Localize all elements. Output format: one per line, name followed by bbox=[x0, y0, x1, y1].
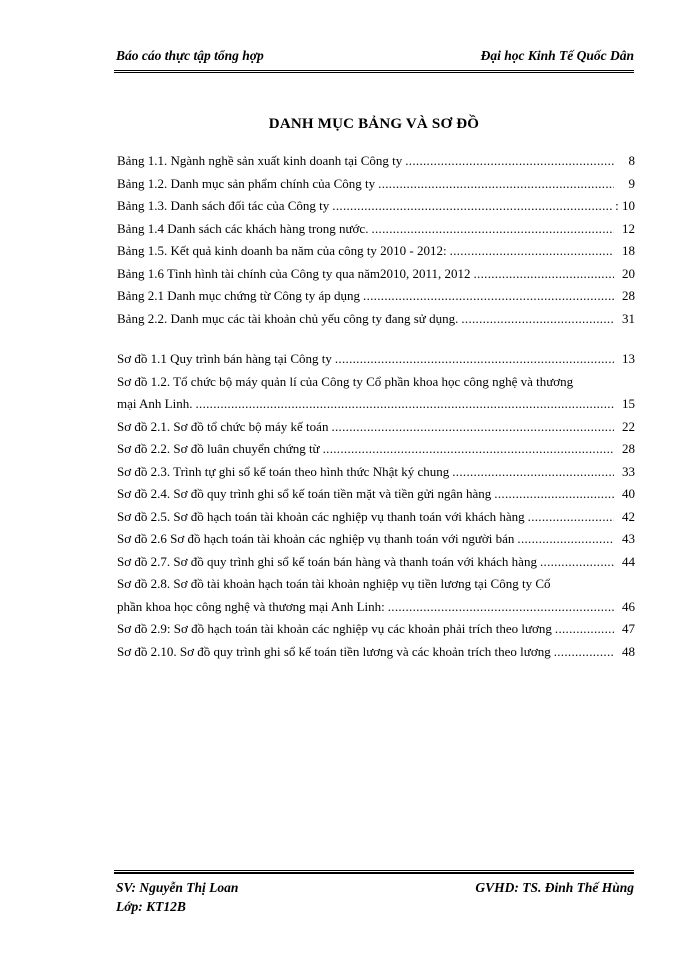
dot-leader bbox=[452, 464, 614, 480]
toc-entry[interactable] bbox=[117, 531, 635, 554]
toc-entry[interactable] bbox=[117, 464, 635, 487]
toc-entry-label: Sơ đồ 2.6 Sơ đồ hạch toán tài khoản các nghiệp vụ thanh toán với người bán bbox=[117, 531, 515, 546]
toc-entry-page: 47 bbox=[622, 621, 635, 636]
student-class: Lớp: KT12B bbox=[116, 899, 186, 914]
toc-entry-page: 44 bbox=[622, 553, 635, 569]
toc-entry[interactable] bbox=[117, 419, 635, 442]
toc-entry[interactable] bbox=[117, 576, 635, 621]
advisor-name: GVHD: TS. Đinh Thế Hùng bbox=[475, 880, 634, 895]
dot-leader bbox=[450, 243, 614, 259]
toc-entry[interactable] bbox=[117, 644, 635, 667]
toc-entry-label: Sơ đồ 2.4. Sơ đồ quy trình ghi sổ kế toán tiền mặt và tiền gửi ngân hàng bbox=[117, 486, 492, 501]
dot-leader bbox=[474, 266, 615, 282]
toc-entry-page: 8 bbox=[628, 153, 635, 168]
toc-entry-page: 42 bbox=[622, 508, 635, 524]
toc-entry-page: : 10 bbox=[615, 198, 635, 213]
toc-entry-label: Sơ đồ 1.2. Tổ chức bộ máy quản lí của Công ty Cổ phần khoa học công nghệ và thương bbox=[117, 373, 574, 389]
toc-entry-label: Sơ đồ 2.3. Trình tự ghi sổ kế toán theo hình thức Nhật ký chung bbox=[117, 463, 450, 479]
toc-entry[interactable] bbox=[117, 509, 635, 532]
toc-entry[interactable] bbox=[117, 243, 635, 266]
toc-entry-label: Sơ đồ 2.7. Sơ đồ quy trình ghi sổ kế toán bán hàng và thanh toán với khách hàng bbox=[117, 553, 537, 569]
dot-leader bbox=[555, 621, 614, 637]
toc-entry-label: Sơ đồ 1.1 Quy trình bán hàng tại Công ty bbox=[117, 351, 332, 366]
toc-entry[interactable] bbox=[117, 486, 635, 509]
toc-entry-page: 46 bbox=[622, 598, 635, 614]
toc-entry-label: Sơ đồ 2.2. Sơ đồ luân chuyển chứng từ bbox=[117, 441, 320, 456]
dot-leader bbox=[554, 644, 614, 660]
toc-entry-label: Sơ đồ 2.10. Sơ đồ quy trình ghi sổ kế toán tiền lương và các khoản trích theo lương bbox=[117, 643, 551, 659]
dot-leader bbox=[371, 221, 614, 237]
dot-leader bbox=[388, 599, 614, 615]
toc-entry[interactable] bbox=[117, 554, 635, 577]
dot-leader bbox=[323, 441, 614, 457]
dot-leader bbox=[528, 509, 614, 525]
toc-entry[interactable] bbox=[117, 621, 635, 644]
dot-leader bbox=[331, 419, 614, 435]
dot-leader bbox=[540, 554, 614, 570]
toc-entry[interactable] bbox=[117, 176, 635, 199]
table-list bbox=[117, 153, 635, 333]
toc-entry-label: Sơ đồ 2.1. Sơ đồ tổ chức bộ máy kế toán bbox=[117, 418, 329, 434]
toc-entry-label: Bảng 1.4 Danh sách các khách hàng trong nước. bbox=[117, 220, 369, 236]
dot-leader bbox=[461, 311, 614, 327]
toc-entry-page: 12 bbox=[622, 220, 635, 236]
dot-leader bbox=[378, 176, 614, 192]
dot-leader bbox=[494, 486, 614, 502]
toc-entry-label-continued: phần khoa học công nghệ và thương mại Anh Linh: bbox=[117, 598, 385, 614]
toc-entry-page: 9 bbox=[628, 175, 635, 191]
student-name: SV: Nguyễn Thị Loan bbox=[116, 880, 239, 895]
dot-leader bbox=[405, 153, 614, 169]
toc-entry-label: Bảng 1.3. Danh sách đối tác của Công ty bbox=[117, 198, 330, 213]
page-title: DANH MỤC BẢNG VÀ SƠ ĐỒ bbox=[268, 116, 480, 132]
page-header bbox=[114, 48, 634, 70]
report-title-header: Báo cáo thực tập tổng hợp bbox=[116, 48, 264, 63]
toc-entry-page: 18 bbox=[622, 243, 635, 258]
toc-entry[interactable] bbox=[117, 311, 635, 334]
toc-entry-page: 31 bbox=[622, 310, 635, 326]
university-name-header: Đại học Kinh Tế Quốc Dân bbox=[480, 48, 634, 63]
toc-entry-page: 33 bbox=[622, 463, 635, 479]
toc-entry-page: 15 bbox=[622, 396, 635, 411]
toc-entry-label: Bảng 1.1. Ngành nghề sản xuất kinh doanh tại Công ty bbox=[117, 153, 403, 168]
diagram-list bbox=[117, 351, 635, 666]
toc-entry-label: Sơ đồ 2.5. Sơ đồ hạch toán tài khoản các nghiệp vụ thanh toán với khách hàng bbox=[117, 508, 525, 524]
toc-entry-page: 13 bbox=[622, 351, 635, 366]
toc-entry[interactable] bbox=[117, 198, 635, 221]
toc-entry[interactable] bbox=[117, 288, 635, 311]
dot-leader bbox=[335, 351, 614, 367]
toc-entry-label: Bảng 2.1 Danh mục chứng từ Công ty áp dụng bbox=[117, 288, 361, 303]
toc-entry-page: 43 bbox=[622, 531, 635, 546]
toc-entry[interactable] bbox=[117, 153, 635, 176]
toc-entry-page: 22 bbox=[622, 418, 635, 434]
dot-leader bbox=[517, 531, 614, 547]
toc-entry[interactable] bbox=[117, 374, 635, 419]
toc-entry-label: Bảng 1.6 Tình hình tài chính của Công ty qua năm2010, 2011, 2012 bbox=[117, 265, 471, 281]
toc-entry[interactable] bbox=[117, 441, 635, 464]
dot-leader bbox=[363, 288, 614, 304]
toc-entry[interactable] bbox=[117, 221, 635, 244]
toc-entry-label: Sơ đồ 2.8. Sơ đồ tài khoản hạch toán tài khoản nghiệp vụ tiền lương tại Công ty Cổ bbox=[117, 576, 551, 591]
toc-entry-page: 40 bbox=[622, 486, 635, 501]
toc-entry[interactable] bbox=[117, 351, 635, 374]
toc-entry-label: Bảng 1.2. Danh mục sản phẩm chính của Công ty bbox=[117, 175, 376, 191]
toc-entry-page: 28 bbox=[622, 288, 635, 303]
toc-entry-page: 48 bbox=[622, 643, 635, 659]
toc-entry-label-continued: mại Anh Linh. bbox=[117, 396, 193, 411]
toc-entry-page: 20 bbox=[622, 265, 635, 281]
toc-entry-label: Bảng 1.5. Kết quả kinh doanh ba năm của công ty 2010 - 2012: bbox=[117, 243, 447, 258]
toc-entry-label: Bảng 2.2. Danh mục các tài khoản chủ yếu công ty đang sử dụng. bbox=[117, 310, 459, 326]
header-rule bbox=[114, 70, 634, 73]
dot-leader bbox=[332, 198, 612, 214]
toc-entry-label: Sơ đồ 2.9: Sơ đồ hạch toán tài khoản các nghiệp vụ các khoản phải trích theo lương bbox=[117, 621, 552, 636]
toc-entry-page: 28 bbox=[622, 441, 635, 456]
dot-leader bbox=[195, 396, 614, 412]
toc-entry[interactable] bbox=[117, 266, 635, 289]
footer-rule bbox=[114, 870, 634, 874]
